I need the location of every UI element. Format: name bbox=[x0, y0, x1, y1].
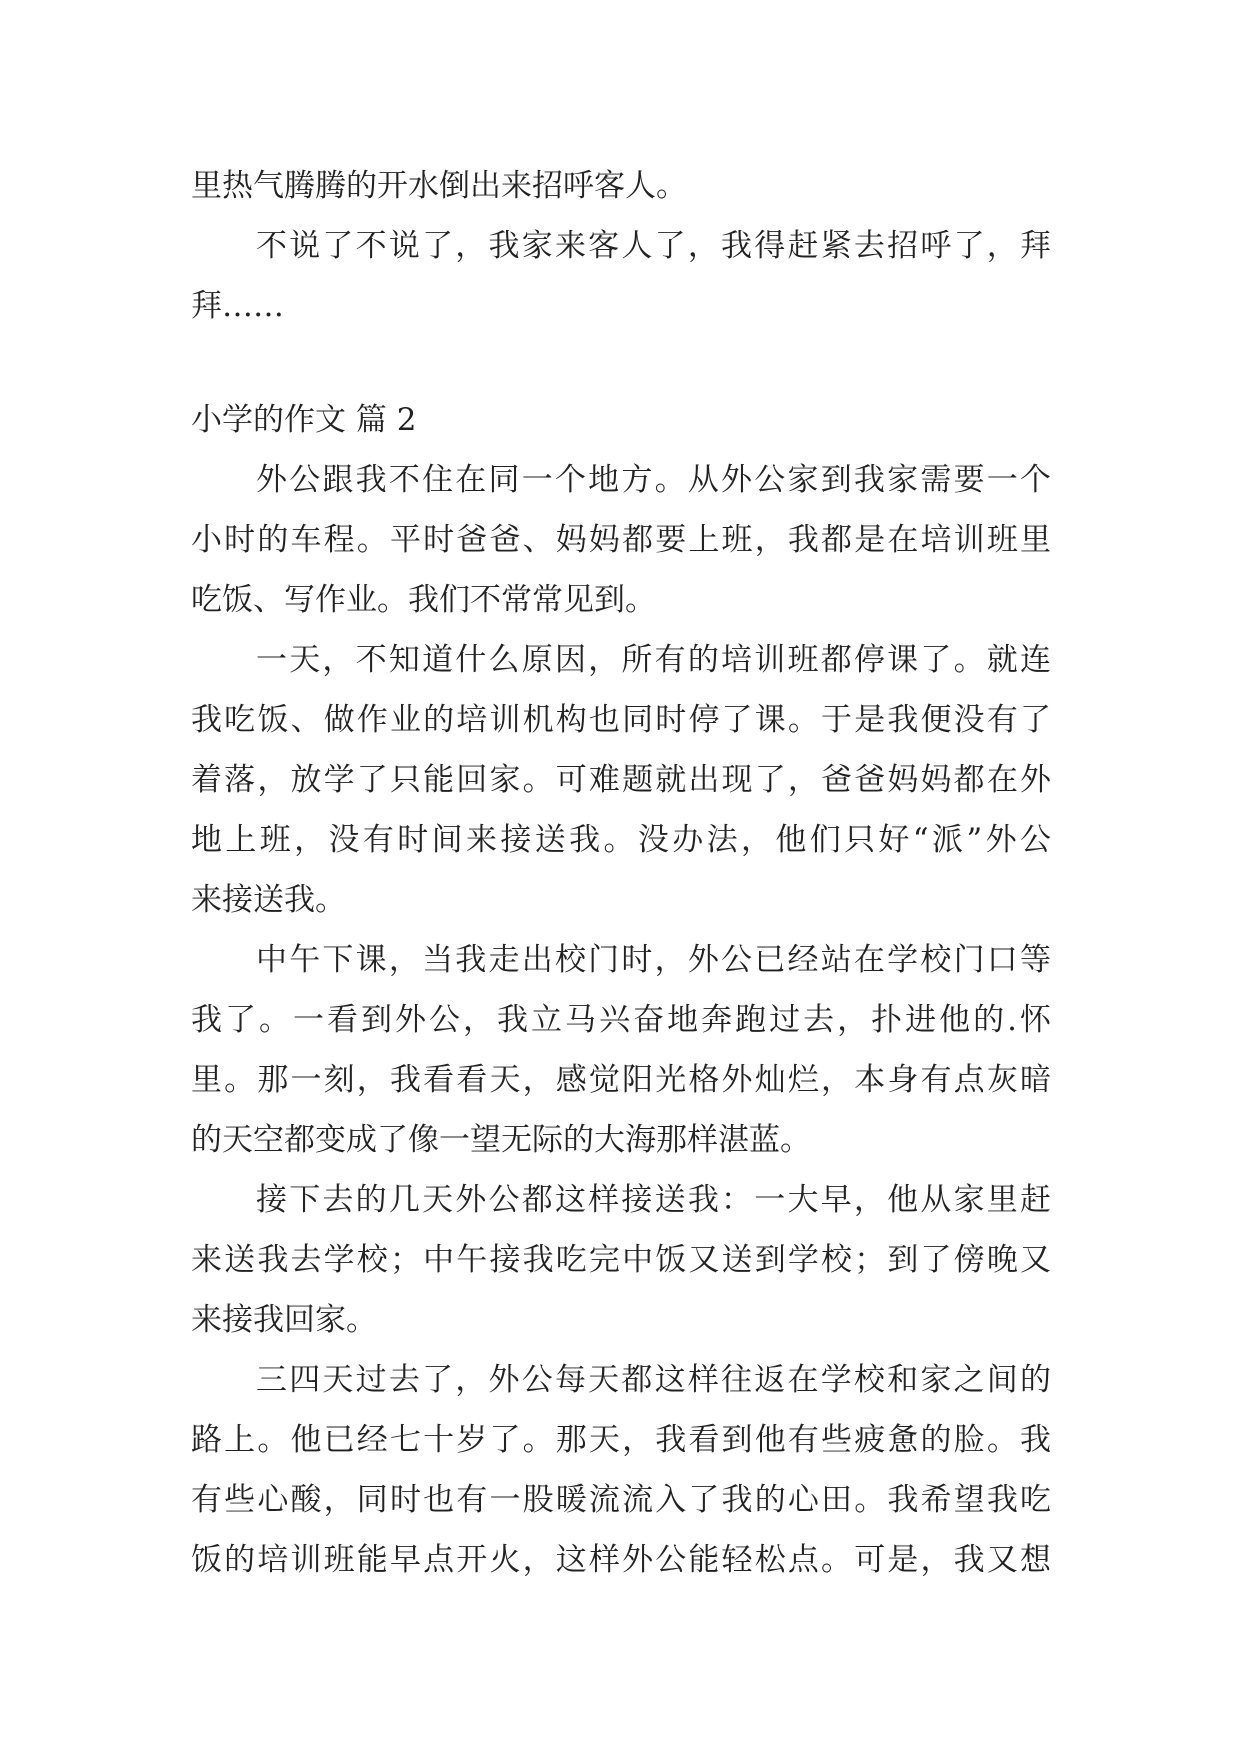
section-heading: 小学的作文 篇 2 bbox=[191, 402, 417, 438]
paragraph-line: 吃饭、写作业。我们不常常见到。 bbox=[191, 582, 656, 618]
paragraph-line: 中午下课，当我走出校门时，外公已经站在学校门口等 bbox=[256, 942, 1051, 978]
paragraph-line: 拜…… bbox=[191, 288, 284, 324]
paragraph-line: 有些心酸，同时也有一股暖流流入了我的心田。我希望我吃 bbox=[191, 1482, 1051, 1518]
paragraph-line: 我了。一看到外公，我立马兴奋地奔跑过去，扑进他的.怀 bbox=[191, 1002, 1051, 1038]
paragraph-line: 来送我去学校；中午接我吃完中饭又送到学校；到了傍晚又 bbox=[191, 1242, 1051, 1278]
paragraph-line: 接下去的几天外公都这样接送我：一大早，他从家里赶 bbox=[256, 1182, 1051, 1218]
paragraph-line: 的天空都变成了像一望无际的大海那样湛蓝。 bbox=[191, 1122, 811, 1158]
paragraph-line: 一天，不知道什么原因，所有的培训班都停课了。就连 bbox=[256, 642, 1051, 678]
paragraph-line: 来接送我。 bbox=[191, 882, 346, 918]
paragraph-line: 我吃饭、做作业的培训机构也同时停了课。于是我便没有了 bbox=[191, 702, 1051, 738]
paragraph-line: 三四天过去了，外公每天都这样往返在学校和家之间的 bbox=[256, 1362, 1051, 1398]
paragraph-line: 着落，放学了只能回家。可难题就出现了，爸爸妈妈都在外 bbox=[191, 762, 1051, 798]
paragraph-line: 来接我回家。 bbox=[191, 1302, 377, 1338]
paragraph-line: 里。那一刻，我看看天，感觉阳光格外灿烂，本身有点灰暗 bbox=[191, 1062, 1051, 1098]
paragraph-line: 地上班，没有时间来接送我。没办法，他们只好“派”外公 bbox=[191, 822, 1051, 858]
paragraph-line: 路上。他已经七十岁了。那天，我看到他有些疲惫的脸。我 bbox=[191, 1422, 1051, 1458]
paragraph-line: 外公跟我不住在同一个地方。从外公家到我家需要一个 bbox=[256, 462, 1051, 498]
paragraph-line: 不说了不说了，我家来客人了，我得赶紧去招呼了，拜 bbox=[256, 228, 1051, 264]
paragraph-line: 饭的培训班能早点开火，这样外公能轻松点。可是，我又想 bbox=[191, 1542, 1051, 1578]
paragraph-line: 里热气腾腾的开水倒出来招呼客人。 bbox=[191, 168, 687, 204]
paragraph-line: 小时的车程。平时爸爸、妈妈都要上班，我都是在培训班里 bbox=[191, 522, 1051, 558]
